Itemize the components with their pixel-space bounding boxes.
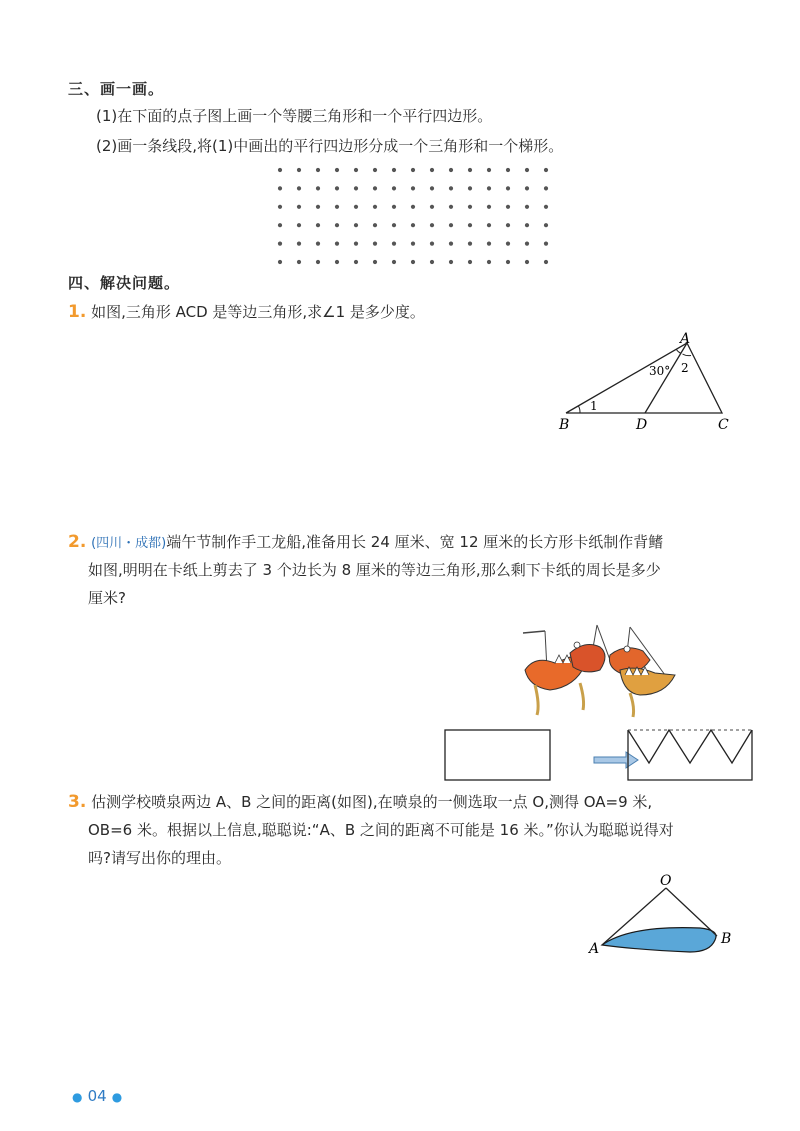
grid-dot[interactable] [468, 168, 472, 172]
grid-dot[interactable] [411, 186, 415, 190]
label-b: B [721, 931, 732, 947]
cut-rectangle [628, 730, 752, 780]
triangle-figure [550, 330, 750, 435]
grid-dot[interactable] [278, 168, 282, 172]
section-4-title: 四、解决问题。 [68, 274, 181, 292]
label-c: C [718, 417, 729, 433]
grid-dot[interactable] [544, 260, 548, 264]
grid-dot[interactable] [487, 242, 491, 246]
label-d: D [636, 417, 648, 433]
label-b: B [559, 417, 570, 433]
grid-dot[interactable] [335, 186, 339, 190]
question-2-line-1 [68, 528, 663, 558]
grid-dot[interactable] [449, 168, 453, 172]
grid-dot[interactable] [430, 168, 434, 172]
grid-dot[interactable] [316, 260, 320, 264]
question-3-number: 3. [68, 792, 87, 812]
grid-dot[interactable] [506, 168, 510, 172]
grid-dot[interactable] [449, 205, 453, 209]
grid-dot[interactable] [487, 168, 491, 172]
grid-dot[interactable] [430, 260, 434, 264]
label-30-degree: 30° [649, 364, 671, 378]
grid-dot[interactable] [316, 168, 320, 172]
grid-dot[interactable] [430, 205, 434, 209]
grid-dot[interactable] [506, 260, 510, 264]
label-angle-1: 1 [590, 399, 598, 413]
grid-dot[interactable] [449, 223, 453, 227]
grid-dot[interactable] [278, 260, 282, 264]
angle-1-arc [579, 406, 581, 413]
zigzag-cut [628, 730, 752, 763]
grid-dot[interactable] [468, 260, 472, 264]
label-o: O [660, 873, 672, 889]
question-2-line-3: 厘米? [88, 589, 126, 607]
grid-dot[interactable] [506, 205, 510, 209]
angle-2-arc [683, 354, 692, 356]
grid-dot[interactable] [392, 260, 396, 264]
grid-dot[interactable] [392, 223, 396, 227]
angle-30-arc [676, 349, 681, 354]
grid-dot[interactable] [468, 186, 472, 190]
grid-dot[interactable] [373, 186, 377, 190]
grid-dot[interactable] [392, 242, 396, 246]
grid-dot[interactable] [354, 186, 358, 190]
question-2-text-1: 端午节制作手工龙船,准备用长 24 厘米、宽 12 厘米的长方形卡纸制作背鳍 [166, 533, 664, 551]
grid-dot[interactable] [278, 186, 282, 190]
page-dot-left-icon: ● [72, 1090, 83, 1104]
grid-dot[interactable] [411, 242, 415, 246]
grid-dot[interactable] [297, 242, 301, 246]
grid-dot[interactable] [506, 223, 510, 227]
grid-dot[interactable] [525, 242, 529, 246]
grid-dot[interactable] [373, 242, 377, 246]
question-2-line-2: 如图,明明在卡纸上剪去了 3 个边长为 8 厘米的等边三角形,那么剩下卡纸的周长是多少 [88, 561, 661, 579]
grid-dot[interactable] [544, 168, 548, 172]
grid-dot[interactable] [354, 260, 358, 264]
question-1-number: 1. [68, 302, 87, 322]
question-3-line-2: OB=6 米。根据以上信息,聪聪说:“A、B 之间的距离不可能是 16 米。”你认为聪聪说得对 [88, 821, 674, 839]
grid-dot[interactable] [354, 223, 358, 227]
grid-dot[interactable] [506, 186, 510, 190]
grid-dot[interactable] [525, 205, 529, 209]
grid-dot[interactable] [354, 242, 358, 246]
section-3-item-2: (2)画一条线段,将(1)中画出的平行四边形分成一个三角形和一个梯形。 [96, 137, 564, 155]
grid-dot[interactable] [297, 168, 301, 172]
grid-dot[interactable] [411, 205, 415, 209]
dot-grid[interactable] [270, 162, 560, 270]
question-1 [68, 298, 425, 326]
arrow-icon [594, 752, 638, 768]
fountain-figure [580, 870, 740, 960]
grid-dot[interactable] [316, 223, 320, 227]
grid-dot[interactable] [316, 186, 320, 190]
grid-dot[interactable] [373, 205, 377, 209]
grid-dot[interactable] [354, 168, 358, 172]
grid-dot[interactable] [544, 205, 548, 209]
grid-dot[interactable] [411, 223, 415, 227]
grid-dot[interactable] [449, 186, 453, 190]
grid-dot[interactable] [449, 242, 453, 246]
dragon-boat-illustration [515, 615, 685, 720]
page-number-text: 04 [87, 1087, 107, 1105]
label-a: A [589, 941, 600, 957]
grid-dot[interactable] [278, 223, 282, 227]
grid-dot[interactable] [468, 223, 472, 227]
grid-dot[interactable] [297, 223, 301, 227]
grid-dot[interactable] [449, 260, 453, 264]
grid-dot[interactable] [487, 186, 491, 190]
question-1-text: 如图,三角形 ACD 是等边三角形,求∠1 是多少度。 [91, 303, 425, 321]
grid-dot[interactable] [468, 242, 472, 246]
fountain-water [602, 928, 716, 952]
original-rectangle [445, 730, 550, 780]
grid-dot[interactable] [335, 223, 339, 227]
grid-dot[interactable] [392, 168, 396, 172]
question-3-line-3: 吗?请写出你的理由。 [88, 849, 231, 867]
grid-dot[interactable] [392, 205, 396, 209]
grid-dot[interactable] [373, 223, 377, 227]
grid-dot[interactable] [278, 242, 282, 246]
question-2-tag: (四川・成都) [91, 536, 167, 551]
question-2-number: 2. [68, 532, 87, 552]
label-a: A [680, 331, 691, 347]
section-3-title: 三、画一画。 [68, 80, 165, 98]
grid-dot[interactable] [297, 186, 301, 190]
grid-dot[interactable] [297, 260, 301, 264]
page-number [72, 1086, 122, 1105]
cardboard-figure [440, 725, 770, 785]
grid-dot[interactable] [487, 223, 491, 227]
grid-dot[interactable] [430, 223, 434, 227]
grid-dot[interactable] [335, 260, 339, 264]
grid-dot[interactable] [487, 205, 491, 209]
label-angle-2: 2 [681, 361, 689, 375]
grid-dot[interactable] [525, 260, 529, 264]
grid-dot[interactable] [278, 205, 282, 209]
grid-dot[interactable] [506, 242, 510, 246]
grid-dot[interactable] [373, 260, 377, 264]
grid-dot[interactable] [430, 186, 434, 190]
grid-dot[interactable] [316, 242, 320, 246]
question-3-text-1: 估测学校喷泉两边 A、B 之间的距离(如图),在喷泉的一侧选取一点 O,测得 OA=9 米, [91, 793, 653, 811]
grid-dot[interactable] [335, 205, 339, 209]
grid-dot[interactable] [335, 168, 339, 172]
grid-dot[interactable] [468, 205, 472, 209]
grid-dot[interactable] [354, 205, 358, 209]
grid-dot[interactable] [411, 168, 415, 172]
grid-dot[interactable] [487, 260, 491, 264]
grid-dot[interactable] [525, 168, 529, 172]
grid-dot[interactable] [544, 186, 548, 190]
grid-dot[interactable] [316, 205, 320, 209]
grid-dot[interactable] [544, 223, 548, 227]
grid-dot[interactable] [335, 242, 339, 246]
grid-dot[interactable] [544, 242, 548, 246]
grid-dot[interactable] [392, 186, 396, 190]
grid-dot[interactable] [430, 242, 434, 246]
question-3-line-1 [68, 788, 652, 816]
grid-dot[interactable] [297, 205, 301, 209]
section-3-item-1: (1)在下面的点子图上画一个等腰三角形和一个平行四边形。 [96, 107, 493, 125]
page-dot-right-icon: ● [111, 1090, 123, 1104]
grid-dot[interactable] [373, 168, 377, 172]
grid-dot[interactable] [411, 260, 415, 264]
grid-dot[interactable] [525, 223, 529, 227]
grid-dot[interactable] [525, 186, 529, 190]
